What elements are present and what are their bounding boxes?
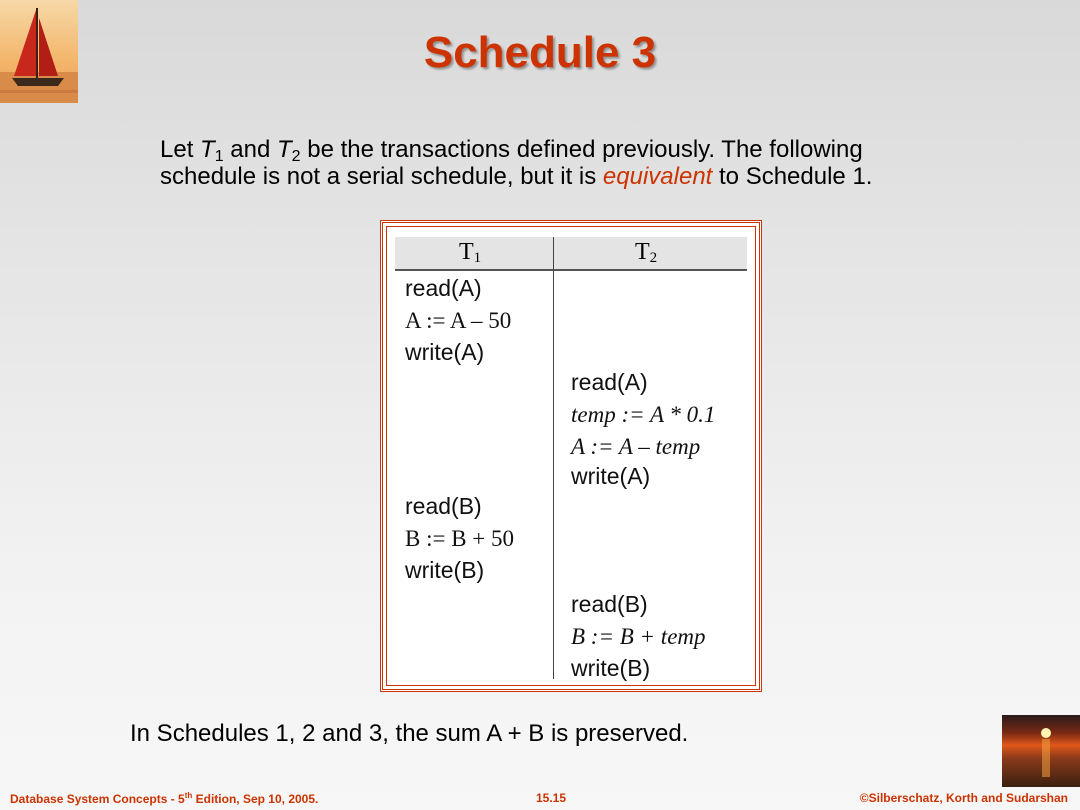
table-header — [395, 237, 747, 271]
t2-read-b: read(B) — [571, 591, 648, 617]
intro-text-1: Let — [160, 136, 201, 163]
t2-assign-b: B := B + temp — [571, 624, 706, 649]
t2-write-b: write(B) — [571, 655, 651, 681]
header-t1: $T_1$ — [459, 239, 482, 266]
t1-assign-a: A := A – 50 — [405, 308, 512, 333]
t1-read-b: read(B) — [405, 493, 482, 519]
preservation-note: In Schedules 1, 2 and 3, the sum A + B is preserved. — [130, 720, 689, 747]
t2-letter: T — [277, 136, 292, 163]
footer-copyright: ©Silberschatz, Korth and Sudarshan — [859, 791, 1068, 805]
t1-assign-b: B := B + 50 — [405, 526, 515, 551]
t2-read-a: read(A) — [571, 369, 648, 395]
intro-paragraph — [160, 136, 920, 190]
footer — [0, 789, 1080, 809]
t1-subscript: 1 — [214, 148, 224, 165]
t1-write-a: write(A) — [405, 339, 485, 365]
t2-assign-a: A := A – temp — [571, 434, 701, 459]
header-t2: $T_2$ — [635, 239, 658, 266]
t2-subscript: 2 — [291, 148, 301, 165]
equivalent-emphasis: equivalent — [602, 163, 713, 190]
footer-page-number: 15.15 — [536, 791, 567, 805]
intro-text-3: be the transactions defined previously. The following schedule is not a serial schedule, but it is — [160, 136, 863, 190]
intro-text-2: and — [223, 136, 277, 163]
t1-read-a: read(A) — [405, 275, 482, 301]
schedule-table — [380, 220, 762, 692]
slide-title: Schedule 3 — [423, 28, 657, 77]
column-divider — [553, 237, 554, 679]
t1-write-b: write(B) — [405, 557, 485, 583]
intro-text-4: to Schedule 1. — [712, 163, 873, 190]
t1-letter: T — [200, 136, 215, 163]
schedule-table-inner — [386, 226, 756, 686]
t2-write-a: write(A) — [571, 463, 651, 489]
sunset-image — [1002, 715, 1080, 787]
footer-book-info: Database System Concepts - 5th Edition, Sep 10, 2005. — [10, 791, 319, 806]
t2-temp: temp := A * 0.1 — [571, 402, 716, 427]
